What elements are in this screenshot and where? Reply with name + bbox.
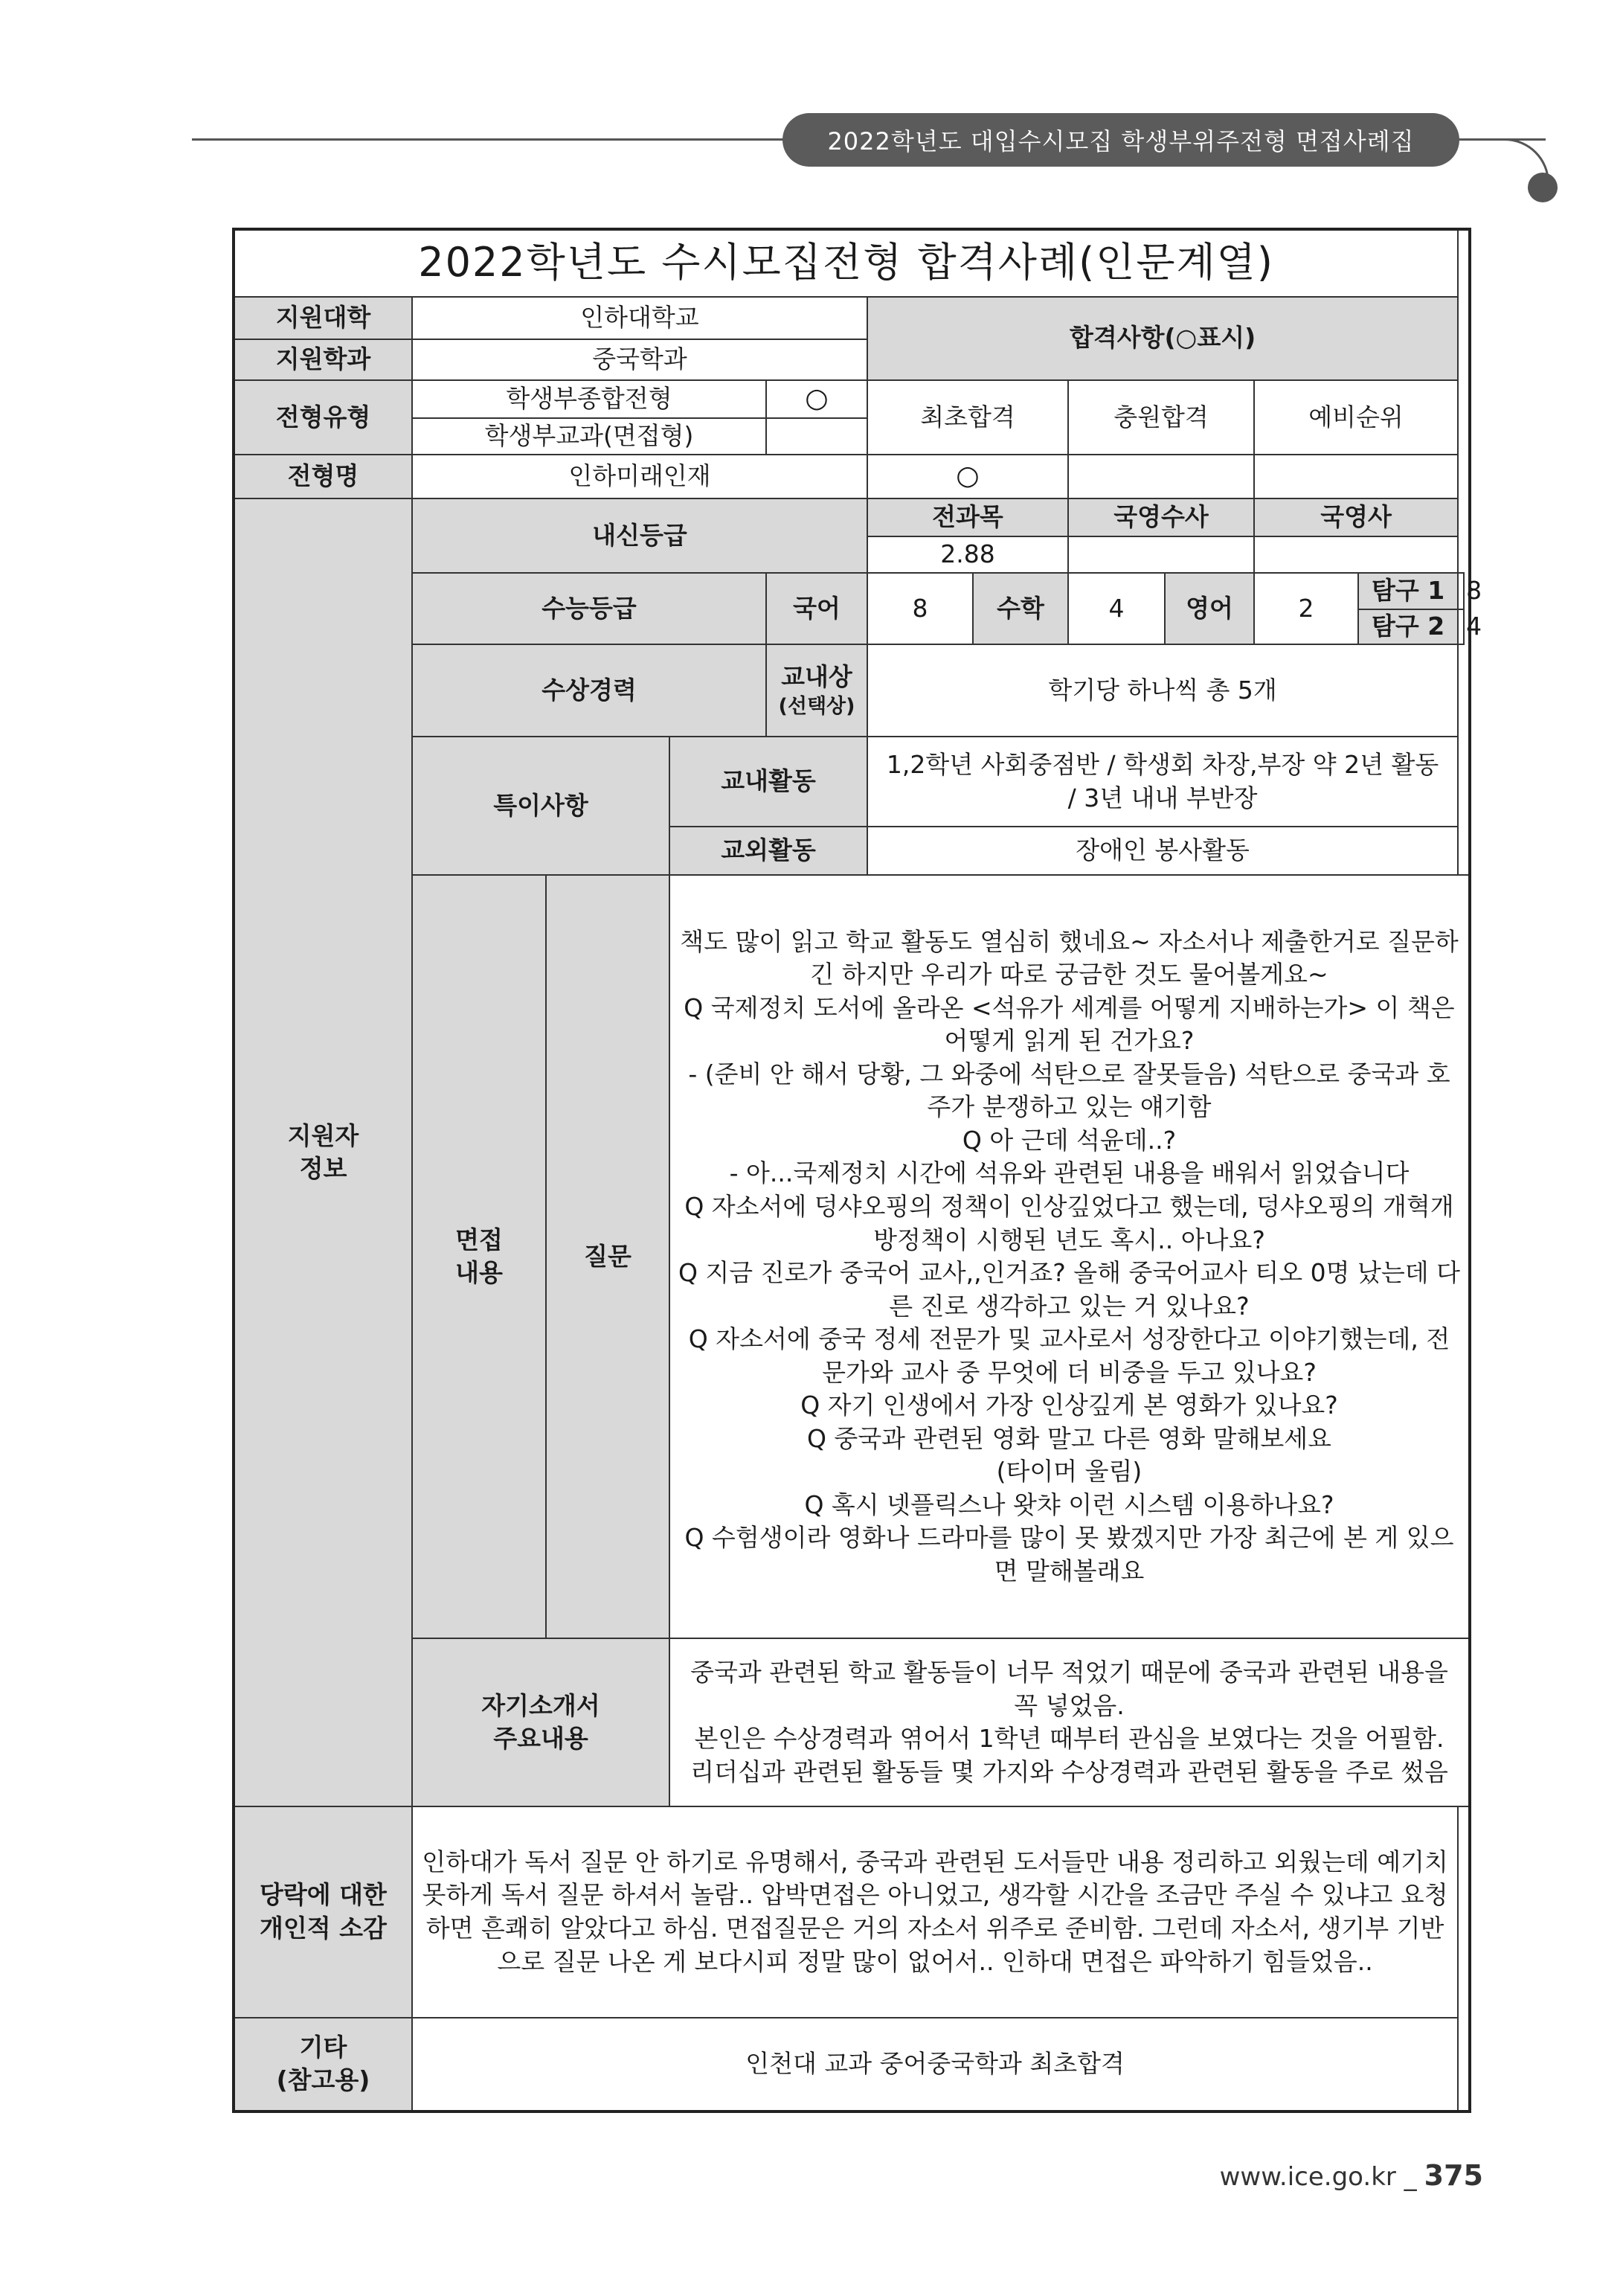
interview-line: Q 자소서에 덩샤오핑의 정책이 인상깊었다고 했는데, 덩샤오핑의 개혁개방정책이 시행된 년도 혹시.. 아나요? xyxy=(684,1191,1454,1254)
csat-english-value: 2 xyxy=(1254,573,1358,644)
page-footer xyxy=(1220,2159,1483,2192)
result-mark-additional xyxy=(1068,455,1254,498)
interview-questions xyxy=(669,875,1470,1639)
running-header: 2022학년도 대입수시모집 학생부위주전형 면접사례집 xyxy=(782,113,1459,167)
header-dot xyxy=(1528,173,1558,202)
admission-name-label: 전형명 xyxy=(234,455,412,498)
csat-inquiry1-label: 탐구 1 xyxy=(1358,573,1458,609)
result-header-waitlist: 예비순위 xyxy=(1254,380,1458,455)
csat-korean-value: 8 xyxy=(867,573,973,644)
csat-label: 수능등급 xyxy=(412,573,766,644)
university-value: 인하대학교 xyxy=(412,297,867,339)
in-school-value: 1,2학년 사회중점반 / 학생회 차장,부장 약 2년 활동 / 3년 내내 부반장 xyxy=(867,737,1458,826)
result-mark-waitlist xyxy=(1254,455,1458,498)
interview-line: Q 자기 인생에서 가장 인상깊게 본 영화가 있나요? xyxy=(800,1391,1338,1420)
csat-english-label: 영어 xyxy=(1165,573,1254,644)
csat-inquiry1-value: 8 xyxy=(1458,573,1464,609)
interview-label: 면접 내용 xyxy=(412,875,546,1639)
impression-label: 당락에 대한 개인적 소감 xyxy=(234,1806,412,2017)
impression-content: 인하대가 독서 질문 안 하기로 유명해서, 중국과 관련된 도서들만 내용 정리하고 외웠는데 예기치 못하게 독서 질문 하셔서 놀람.. 압박면접은 아니었고, 생각할 시간을 조금만 주실 수 있냐고 요청하면 흔쾌히 알았다고 하심. 면접질문은 거의 자소서 위주로 준비함. 그런데 자소서, 생기부 기반으로 질문 나온 게 보다시피 정말 많이 없어서.. 인하대 면접은 파악하기 힘들었음.. xyxy=(412,1806,1458,2017)
etc-content: 인천대 교과 중어중국학과 최초합격 xyxy=(412,2018,1458,2111)
interview-line: Q 국제정치 도서에 올라온 <석유가 세계를 어떻게 지배하는가> 이 책은 어떻게 읽게 된 건가요? xyxy=(684,993,1455,1056)
result-header-initial: 최초합격 xyxy=(867,380,1068,455)
interview-line: - (준비 안 해서 당황, 그 와중에 석탄으로 잘못들음) 석탄으로 중국과 호주가 분쟁하고 있는 얘기함 xyxy=(688,1059,1450,1122)
in-school-label: 교내활동 xyxy=(669,737,867,826)
interview-line: Q 수험생이라 영화나 드라마를 많이 못 봤겠지만 가장 최근에 본 게 있으면 말해볼래요 xyxy=(684,1523,1454,1585)
csat-inquiry2-value: 4 xyxy=(1458,609,1464,644)
result-mark-initial: ○ xyxy=(867,455,1068,498)
interview-line: (타이머 울림) xyxy=(996,1457,1142,1487)
csat-korean-label: 국어 xyxy=(766,573,867,644)
csat-inquiry2-label: 탐구 2 xyxy=(1358,609,1458,644)
questions-label: 질문 xyxy=(546,875,669,1639)
gpa-label: 내신등급 xyxy=(412,498,867,573)
gpa-header: 국영수사 xyxy=(1068,498,1254,536)
result-label: 합격사항(○표시) xyxy=(867,297,1458,380)
applicant-info-label: 지원자 정보 xyxy=(234,498,412,1806)
department-value: 중국학과 xyxy=(412,339,867,380)
awards-value: 학기당 하나씩 총 5개 xyxy=(867,644,1458,737)
self-intro-label: 자기소개서 주요내용 xyxy=(412,1638,669,1806)
gpa-header: 전과목 xyxy=(867,498,1068,536)
admission-type-name: 학생부교과(면접형) xyxy=(412,418,766,455)
out-school-value: 장애인 봉사활동 xyxy=(867,827,1458,875)
self-intro-content: 중국과 관련된 학교 활동들이 너무 적었기 때문에 중국과 관련된 내용을 꼭 넣었음. 본인은 수상경력과 엮어서 1학년 때부터 관심을 보였다는 것을 어필함. 리더십과 관련된 활동들 몇 가지와 수상경력과 관련된 활동을 주로 썼음 xyxy=(669,1638,1470,1806)
admission-type-name: 학생부종합전형 xyxy=(412,380,766,419)
department-label: 지원학과 xyxy=(234,339,412,380)
university-label: 지원대학 xyxy=(234,297,412,339)
csat-math-label: 수학 xyxy=(973,573,1068,644)
gpa-value xyxy=(1068,536,1254,573)
csat-math-value: 4 xyxy=(1068,573,1165,644)
admission-type-mark xyxy=(766,418,867,455)
table-title: 2022학년도 수시모집전형 합격사례(인문계열) xyxy=(234,229,1458,297)
special-label: 특이사항 xyxy=(412,737,669,874)
gpa-value: 2.88 xyxy=(867,536,1068,573)
etc-label: 기타 (참고용) xyxy=(234,2018,412,2111)
awards-label: 수상경력 xyxy=(412,644,766,737)
interview-line: 책도 많이 읽고 학교 활동도 열심히 했네요~ 자소서나 제출한거로 질문하긴 하지만 우리가 따로 궁금한 것도 물어볼게요~ xyxy=(680,926,1459,990)
footer-url: www.ice.go.kr _ xyxy=(1219,2162,1417,2192)
gpa-header: 국영사 xyxy=(1254,498,1458,536)
awards-sub-label: 교내상 (선택상) xyxy=(766,644,867,737)
interview-line: Q 혹시 넷플릭스나 왓챠 이런 시스템 이용하나요? xyxy=(804,1489,1334,1519)
result-header-additional: 충원합격 xyxy=(1068,380,1254,455)
gpa-value xyxy=(1254,536,1458,573)
interview-line: Q 아 근데 석윤데..? xyxy=(962,1125,1177,1155)
out-school-label: 교외활동 xyxy=(669,827,867,875)
admission-case-table xyxy=(232,228,1482,2113)
interview-line: - 아...국제정치 시간에 석유와 관련된 내용을 배워서 읽었습니다 xyxy=(729,1158,1410,1188)
admission-type-label: 전형유형 xyxy=(234,380,412,455)
interview-line: Q 중국과 관련된 영화 말고 다른 영화 말해보세요 xyxy=(806,1423,1332,1453)
admission-type-mark: ○ xyxy=(766,380,867,419)
interview-line: Q 지금 진로가 중국어 교사,,인거죠? 올해 중국어교사 티오 0명 났는데 다른 진로 생각하고 있는 거 있나요? xyxy=(678,1258,1461,1321)
admission-name-value: 인하미래인재 xyxy=(412,455,867,498)
interview-line: Q 자소서에 중국 정세 전문가 및 교사로서 성장한다고 이야기했는데, 전문가와 교사 중 무엇에 더 비중을 두고 있나요? xyxy=(688,1324,1450,1387)
page-number: 375 xyxy=(1424,2159,1483,2192)
